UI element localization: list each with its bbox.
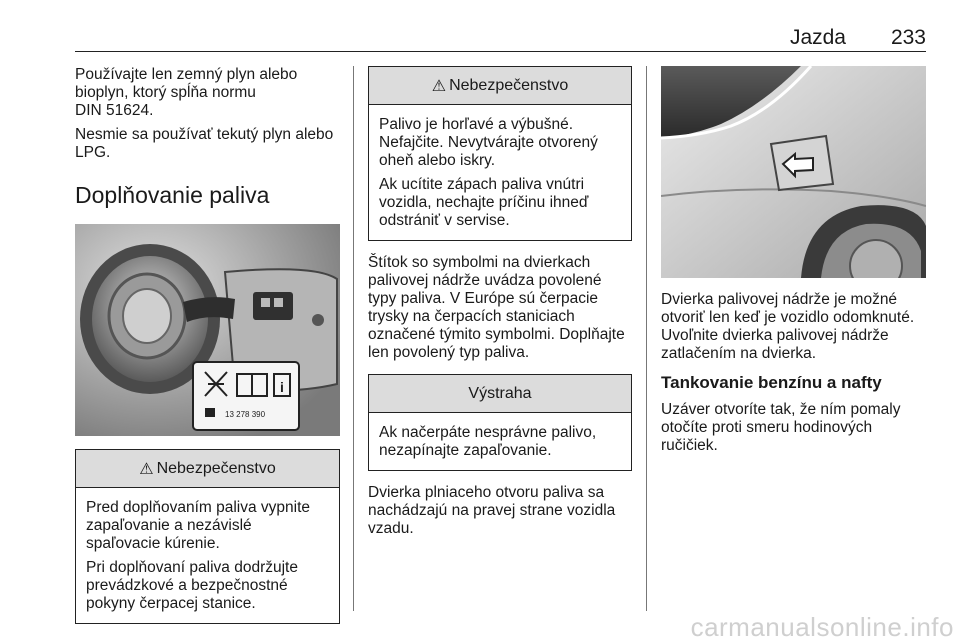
danger-box-1-header xyxy=(76,450,339,488)
column-divider-1 xyxy=(353,66,354,611)
car-fuel-door-photo xyxy=(661,66,926,278)
danger-box-1-title: Nebezpečenstvo xyxy=(156,459,276,477)
paragraph-door-open: Dvierka palivovej nádrže je možné otvoriť len keď je vozidlo odomknuté. Uvoľnite dvierka palivovej nádrže zatlačením na dvierka. xyxy=(661,291,915,362)
paragraph-fuel-label: Štítok so symbolmi na dvierkach palivovej nádrže uvádza povolené typy paliva. V Európe sú čerpacie trysky na čerpacích staniciach označené týmito symbolmi. Doplňajte len povolený typ paliva. xyxy=(368,254,625,361)
danger-box-1 xyxy=(75,449,340,624)
section-title: Jazda xyxy=(789,26,846,49)
column-divider-2 xyxy=(646,66,647,611)
paragraph-no-lpg: Nesmie sa používať tekutý plyn alebo LPG. xyxy=(75,126,334,161)
danger-box-2-header xyxy=(369,67,631,105)
danger-box-2-text-1: Palivo je horľavé a výbušné. Nefajčite. Nevytvárajte otvorený oheň alebo iskry. xyxy=(379,116,598,169)
caution-box-header xyxy=(369,375,631,413)
paragraph-door-location: Dvierka plniaceho otvoru paliva sa nachádzajú na pravej strane vozidla vzadu. xyxy=(368,484,616,537)
heading-refueling: Doplňovanie paliva xyxy=(75,182,270,208)
column-1 xyxy=(75,66,340,624)
fuel-filler-photo xyxy=(75,224,340,436)
column-2 xyxy=(368,66,632,544)
page-number: 233 xyxy=(890,26,926,49)
paragraph-cap-open: Uzáver otvoríte tak, že ním pomaly otočíte proti smeru hodinových ručičiek. xyxy=(661,401,901,454)
heading-petrol-diesel: Tankovanie benzínu a nafty xyxy=(661,373,882,392)
danger-box-2-title: Nebezpečenstvo xyxy=(449,76,569,94)
label-code: 13 278 390 xyxy=(225,410,266,419)
danger-box-1-text-2: Pri doplňovaní paliva dodržujte prevádzkové a bezpečnostné pokyny čerpacej stanice. xyxy=(86,559,298,612)
warning-triangle-icon: ⚠ xyxy=(139,460,154,478)
caution-box-text: Ak načerpáte nesprávne palivo, nezapínajte zapaľovanie. xyxy=(379,424,597,459)
danger-box-1-text-1: Pred doplňovaním paliva vypnite zapaľovanie a nezávislé spaľovacie kúrenie. xyxy=(86,499,311,552)
paragraph-gas-norm: Používajte len zemný plyn alebo bioplyn, ktorý spĺňa normu DIN 51624. xyxy=(75,66,298,119)
caution-box xyxy=(368,374,632,471)
danger-box-2 xyxy=(368,66,632,241)
warning-triangle-icon: ⚠ xyxy=(431,77,447,95)
watermark: carmanualsonline.info xyxy=(690,612,954,642)
svg-text:i: i xyxy=(280,379,284,395)
caution-box-title: Výstraha xyxy=(468,384,532,402)
page-header xyxy=(75,22,926,52)
danger-box-2-text-2: Ak ucítite zápach paliva vnútri vozidla, nechajte príčinu ihneď odstrániť v servise. xyxy=(379,176,589,229)
column-3 xyxy=(661,66,926,461)
